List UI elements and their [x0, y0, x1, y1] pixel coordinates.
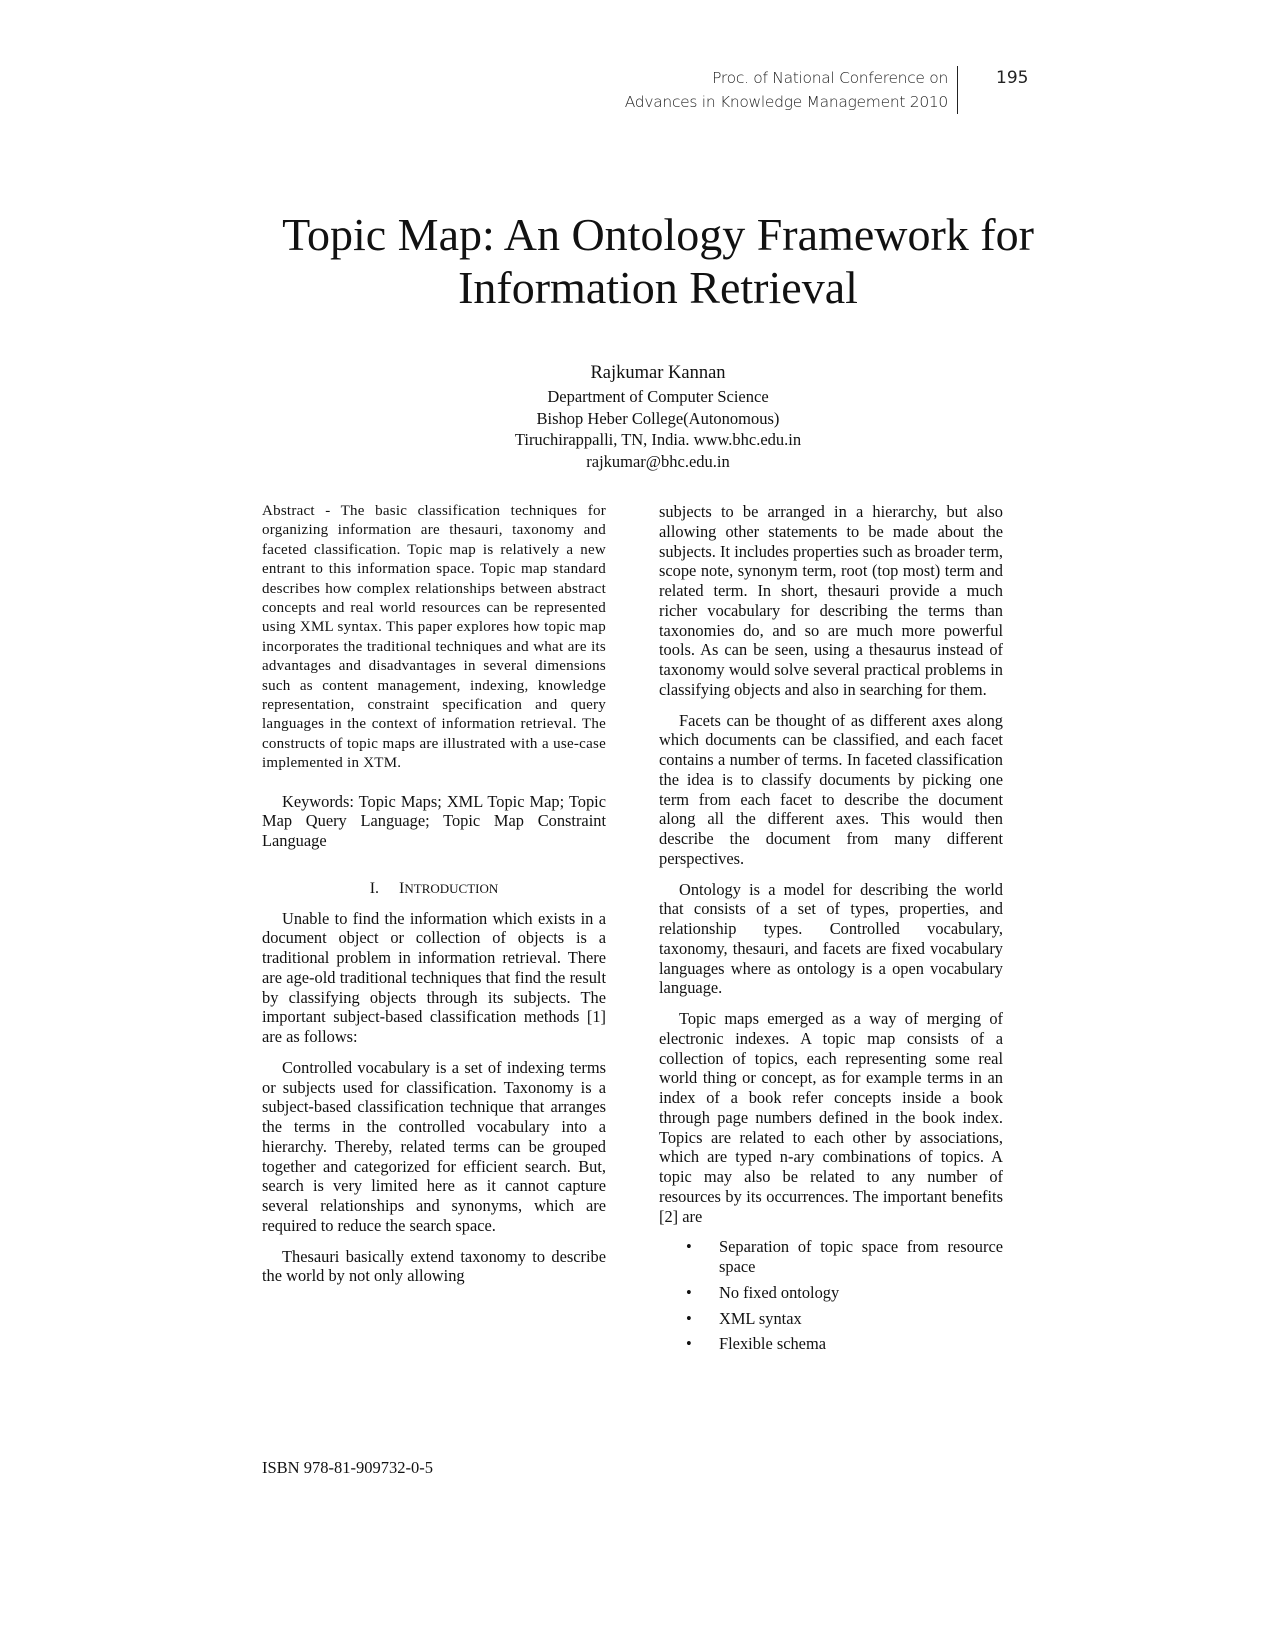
- paragraph: Ontology is a model for describing the world that consists of a set of types, properties, and relationship types. Controlled vocabulary, taxonomy, thesauri, and facets are fixed vocabulary languages where as ontology is a open vocabulary language.: [659, 879, 1003, 998]
- title-line-1: Topic Map: An Ontology Framework for: [282, 209, 1034, 260]
- header-line-1: Proc. of National Conference on: [712, 69, 948, 87]
- isbn-footer: ISBN 978-81-909732-0-5: [262, 1458, 433, 1477]
- paragraph: subjects to be arranged in a hierarchy, but also allowing other statements to be made about the subjects. It includes properties such as broader term, scope note, synonym term, root (top most) term and related term. In short, thesauri provide a much richer vocabulary for describing the terms than taxonomies do, and so are much more powerful tools. As can be seen, using a thesaurus instead of taxonomy would solve several practical problems in classifying objects and also in searching for them.: [659, 502, 1003, 699]
- paragraph: Thesauri basically extend taxonomy to describe the world by not only allowing: [262, 1246, 606, 1286]
- paragraph: Topic maps emerged as a way of merging of electronic indexes. A topic map consists of a collection of topics, each representing some real world thing or concept, as for example terms in an index of a book refer concepts inside a book through page numbers defined in the book index. Topics are related to each other by associations, which are typed n-ary combinations of topics. A topic may also be related to any number of resources by its occurrences. The important benefits [2] are: [659, 1009, 1003, 1226]
- page-number: 195: [996, 68, 1029, 88]
- paragraph: Unable to find the information which exists in a document object or collection of objects is a traditional problem in information retrieval. There are age-old traditional techniques that find the result by classifying objects through its subjects. The important subject-based classification methods [1] are as follows:: [262, 908, 606, 1047]
- section-number: I.: [369, 879, 380, 897]
- abstract: Abstract - The basic classification techniques for organizing information are thesauri, taxonomy and faceted classification. Topic map is relatively a new entrant to this information space. Topic map standard describes how complex relationships between abstract concepts and real world resources can be represented using XML syntax. This paper explores how topic map incorporates the traditional techniques and what are its advantages and disadvantages in several dimensions such as content management, indexing, knowledge representation, constraint specification and query languages in the context of information retrieval. The constructs of topic maps are illustrated with a use-case implemented in XTM.: [262, 503, 606, 772]
- running-header: [625, 66, 948, 114]
- paragraph: Controlled vocabulary is a set of indexing terms or subjects used for classification. Taxonomy is a subject-based classification technique that arranges the terms in the controlled vocabulary into a hierarchy. Thereby, related terms can be grouped together and categorized for efficient search. But, search is very limited here as it cannot capture several relationships and synonyms, which are required to reduce the search space.: [262, 1057, 606, 1235]
- section-title-rest: NTRODUCTION: [404, 880, 499, 896]
- author-address: Tiruchirappalli, TN, India. www.bhc.edu.in: [514, 430, 802, 449]
- list-item: • XML syntax: [719, 1309, 1003, 1329]
- list-item: • Flexible schema: [719, 1334, 1003, 1354]
- author-name: Rajkumar Kannan: [590, 363, 726, 383]
- list-item: • Separation of topic space from resource space: [719, 1237, 1003, 1277]
- author-block: [400, 360, 916, 472]
- title-line-2: Information Retrieval: [458, 262, 858, 313]
- section-title-initial: I: [399, 879, 405, 897]
- benefits-list: [659, 1237, 1003, 1354]
- header-line-2: Advances in Knowledge Management 2010: [624, 93, 948, 111]
- list-item: • No fixed ontology: [719, 1283, 1003, 1303]
- left-column: [262, 502, 606, 1297]
- header-divider: [957, 66, 958, 114]
- author-email: rajkumar@bhc.edu.in: [586, 451, 730, 471]
- keywords: Keywords: Topic Maps; XML Topic Map; Topic Map Query Language; Topic Map Constraint Language: [262, 791, 606, 851]
- section-heading: [262, 879, 606, 899]
- paper-title: [200, 208, 1116, 314]
- author-dept: Department of Computer Science: [547, 387, 769, 406]
- right-column: [659, 502, 1003, 1360]
- paragraph: Facets can be thought of as different axes along which documents can be classified, and each facet contains a number of terms. In faceted classification the idea is to classify documents by picking one term from each facet to describe the document along all the different axes. This would then describe the document from many different perspectives.: [659, 710, 1003, 868]
- author-college: Bishop Heber College(Autonomous): [536, 408, 780, 428]
